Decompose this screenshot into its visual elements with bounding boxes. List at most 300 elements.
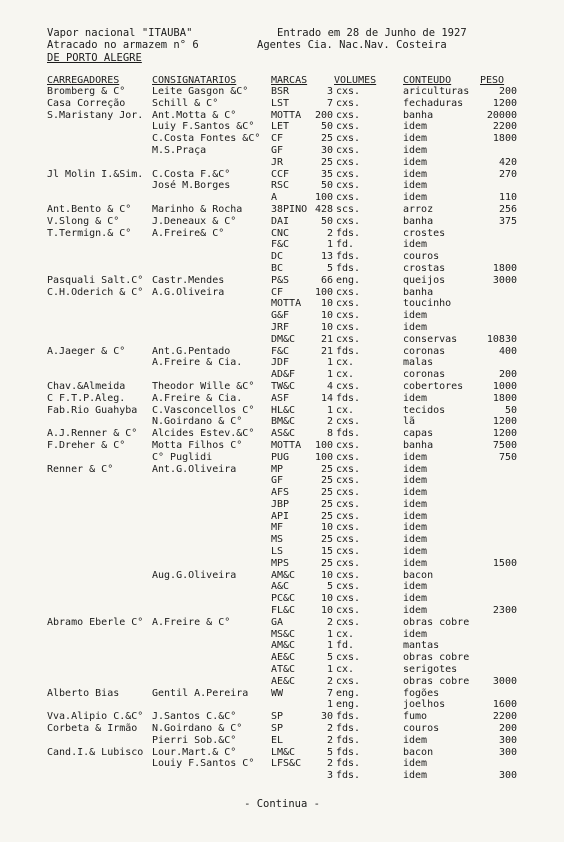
contents-cell: banha [403,109,434,121]
table-row [0,487,564,499]
volume-unit-cell: fds. [336,746,361,758]
volume-count-cell: 21 [320,333,333,345]
volume-count-cell: 1 [326,664,333,676]
mark-cell: HL&C [271,404,296,416]
consignee-cell: A.Freire & Cia. [152,392,243,404]
mark-cell: GF [271,144,284,156]
mark-cell: BC [271,262,284,274]
volume-count-cell: 50 [320,215,333,227]
mark-cell: FL&C [271,605,296,617]
mark-cell: LST [271,97,290,109]
table-row [0,346,564,358]
shipper-cell: S.Maristany Jor. [47,109,144,121]
contents-cell: obras cobre [403,652,470,664]
contents-cell: arroz [403,203,434,215]
shipper-cell: F.Dreher & C° [47,439,126,451]
contents-cell: idem [403,180,428,192]
contents-cell: crostas [403,262,446,274]
mark-cell: MOTTA [271,298,302,310]
volume-unit-cell: cxs. [336,510,361,522]
volume-unit-cell: cx. [336,664,355,676]
volume-unit-cell: eng. [336,274,361,286]
mark-cell: CCF [271,168,290,180]
table-row [0,275,564,287]
volume-count-cell: 1 [326,404,333,416]
volume-count-cell: 25 [320,475,333,487]
mark-cell: BM&C [271,416,296,428]
mark-cell: MS [271,534,284,546]
shipper-cell: T.Termign.& C° [47,227,132,239]
volume-unit-cell: cxs. [336,144,361,156]
consignee-cell: Schill & C° [152,97,219,109]
shipper-cell: Fab.Rio Guahyba [47,404,138,416]
consignee-cell: Theodor Wille &C° [152,380,255,392]
contents-cell: joelhos [403,699,446,711]
table-row [0,452,564,464]
mark-cell: AS&C [271,428,296,440]
contents-cell: idem [403,392,428,404]
volume-unit-cell: fds. [336,262,361,274]
volume-count-cell: 10 [320,522,333,534]
volume-count-cell: 10 [320,310,333,322]
contents-cell: idem [403,510,428,522]
table-row [0,758,564,770]
volume-count-cell: 21 [320,345,333,357]
contents-cell: idem [403,557,428,569]
volume-count-cell: 3 [326,86,333,97]
volume-unit-cell: cxs. [336,380,361,392]
contents-cell: idem [403,770,428,782]
table-row [0,204,564,216]
volume-unit-cell: cxs. [336,451,361,463]
consignee-cell: Louiy F.Santos C° [152,758,255,770]
consignee-cell: Pierri Sob.&C° [152,734,237,746]
volume-unit-cell: cxs. [336,298,361,310]
vessel-name: Vapor nacional "ITAUBA" [47,27,193,39]
consignee-cell: Gentil A.Pereira [152,687,249,699]
volume-count-cell: 15 [320,546,333,558]
column-header-marcas: MARCAS [271,75,308,86]
volume-unit-cell: cxs. [336,109,361,121]
consignee-cell: Alcides Estev.&C° [152,428,255,440]
contents-cell: coronas [403,369,446,381]
table-row [0,640,564,652]
volume-unit-cell: fds. [336,392,361,404]
volume-count-cell: 25 [320,557,333,569]
shipper-cell: Ant.Bento & C° [47,203,132,215]
contents-cell: mantas [403,640,440,652]
table-row [0,617,564,629]
volume-unit-cell: cxs. [336,192,361,204]
mark-cell: RSC [271,180,290,192]
mark-cell: AE&C [271,652,296,664]
mark-cell: CNC [271,227,290,239]
volume-count-cell: 35 [320,168,333,180]
weight-cell: 1000 [492,380,517,392]
weight-cell: 750 [498,451,517,463]
table-row [0,98,564,110]
manifest-table [0,86,564,782]
contents-cell: capas [403,428,434,440]
shipper-cell: A.Jaeger & C° [47,345,126,357]
weight-cell: 375 [498,215,517,227]
table-row [0,251,564,263]
table-row [0,546,564,558]
volume-count-cell: 7 [326,97,333,109]
volume-unit-cell: cxs. [336,593,361,605]
volume-unit-cell: cxs. [336,133,361,145]
table-row [0,228,564,240]
volume-count-cell: 100 [314,192,333,204]
mark-cell: WW [271,687,284,699]
volume-unit-cell: cxs. [336,180,361,192]
contents-cell: lã [403,416,416,428]
table-row [0,688,564,700]
weight-cell: 1200 [492,97,517,109]
volume-unit-cell: cxs. [336,487,361,499]
mark-cell: LET [271,121,290,133]
volume-unit-cell: cxs. [336,498,361,510]
volume-unit-cell: fds. [336,711,361,723]
mark-cell: SP [271,723,284,735]
table-row [0,522,564,534]
weight-cell: 300 [498,746,517,758]
weight-cell: 2200 [492,711,517,723]
table-row [0,310,564,322]
table-row [0,393,564,405]
volume-count-cell: 10 [320,321,333,333]
weight-cell: 20000 [486,109,517,121]
table-row [0,511,564,523]
table-row [0,723,564,735]
berth-info: Atracado no armazem n° 6 [47,39,199,51]
volume-count-cell: 13 [320,251,333,263]
consignee-cell: Ant.Motta & C° [152,109,237,121]
volume-unit-cell: fds. [336,734,361,746]
table-row [0,322,564,334]
consignee-cell: A.G.Oliveira [152,286,225,298]
consignee-cell: A.Freire & Cia. [152,357,243,369]
volume-unit-cell: cxs. [336,310,361,322]
mark-cell: AFS [271,487,290,499]
table-row [0,676,564,688]
volume-count-cell: 7 [326,687,333,699]
weight-cell: 1500 [492,557,517,569]
volume-unit-cell: cxs. [336,652,361,664]
table-row [0,381,564,393]
weight-cell: 7500 [492,439,517,451]
volume-unit-cell: cxs. [336,534,361,546]
mark-cell: F&C [271,239,290,251]
contents-cell: couros [403,723,440,735]
consignee-cell: A.Freire & C° [152,616,231,628]
contents-cell: idem [403,734,428,746]
mark-cell: A&C [271,581,290,593]
volume-unit-cell: cx. [336,404,355,416]
table-row [0,464,564,476]
volume-count-cell: 2 [326,734,333,746]
mark-cell: CF [271,286,284,298]
consignee-cell: Luiy F.Santos &C° [152,121,255,133]
consignee-cell: J.Deneaux & C° [152,215,237,227]
mark-cell: PC&C [271,593,296,605]
mark-cell: BSR [271,86,290,97]
volume-count-cell: 1 [326,357,333,369]
shipper-cell: V.Slong & C° [47,215,120,227]
column-header-conteudo: CONTEUDO [403,75,452,86]
shipper-cell: A.J.Renner & C° [47,428,138,440]
contents-cell: obras cobre [403,616,470,628]
mark-cell: EL [271,734,284,746]
volume-count-cell: 1 [326,699,333,711]
consignee-cell: C.Costa Fontes &C° [152,133,261,145]
shipper-cell: C.H.Oderich & C° [47,286,144,298]
volume-count-cell: 2 [326,616,333,628]
volume-count-cell: 8 [326,428,333,440]
weight-cell: 1800 [492,133,517,145]
weight-cell: 1800 [492,392,517,404]
weight-cell: 1600 [492,699,517,711]
table-row [0,121,564,133]
table-row [0,581,564,593]
volume-count-cell: 2 [326,416,333,428]
contents-cell: idem [403,581,428,593]
volume-unit-cell: fds. [336,428,361,440]
mark-cell: AD&F [271,369,296,381]
contents-cell: idem [403,522,428,534]
table-row [0,192,564,204]
volume-unit-cell: cxs. [336,675,361,687]
volume-count-cell: 100 [314,451,333,463]
mark-cell: DAI [271,215,290,227]
contents-cell: bacon [403,746,434,758]
contents-cell: malas [403,357,434,369]
weight-cell: 420 [498,156,517,168]
volume-unit-cell: cxs. [336,557,361,569]
table-row [0,298,564,310]
contents-cell: serigotes [403,664,458,676]
volume-count-cell: 2 [326,675,333,687]
mark-cell: MOTTA [271,439,302,451]
volume-unit-cell: cxs. [336,286,361,298]
mark-cell: AT&C [271,664,296,676]
volume-unit-cell: cxs. [336,156,361,168]
consignee-cell: Ant.G.Pentado [152,345,231,357]
table-row [0,180,564,192]
mark-cell: F&C [271,345,290,357]
weight-cell: 2300 [492,605,517,617]
mark-cell: LS [271,546,284,558]
volume-count-cell: 10 [320,298,333,310]
shipper-cell: Bromberg & C° [47,86,126,97]
mark-cell: MOTTA [271,109,302,121]
column-header-consignatarios: CONSIGNATARIOS [152,75,237,86]
consignee-cell: José M.Borges [152,180,231,192]
consignee-cell: J.Santos C.&C° [152,711,237,723]
contents-cell: idem [403,475,428,487]
agents-info: Agentes Cia. Nac.Nav. Costeira [257,39,447,51]
contents-cell: idem [403,593,428,605]
contents-cell: idem [403,168,428,180]
consignee-cell: A.Freire& C° [152,227,225,239]
volume-unit-cell: scs. [336,203,361,215]
volume-unit-cell: fds. [336,227,361,239]
volume-count-cell: 1 [326,239,333,251]
volume-unit-cell: fd. [336,640,355,652]
contents-cell: obras cobre [403,675,470,687]
volume-count-cell: 200 [314,109,333,121]
volume-unit-cell: fds. [336,345,361,357]
contents-cell: idem [403,534,428,546]
mark-cell: TW&C [271,380,296,392]
contents-cell: conservas [403,333,458,345]
weight-cell: 300 [498,734,517,746]
volume-unit-cell: fds. [336,251,361,263]
volume-count-cell: 3 [326,770,333,782]
contents-cell: banha [403,286,434,298]
volume-unit-cell: cxs. [336,97,361,109]
table-row [0,416,564,428]
origin-port: DE PORTO ALEGRE [47,52,142,64]
mark-cell: AM&C [271,569,296,581]
volume-count-cell: 25 [320,534,333,546]
table-row [0,133,564,145]
table-row [0,110,564,122]
volume-unit-cell: cxs. [336,215,361,227]
volume-count-cell: 1 [326,640,333,652]
consignee-cell: C.Costa F.&C° [152,168,231,180]
volume-count-cell: 25 [320,487,333,499]
consignee-cell: N.Goirdano & C° [152,416,243,428]
table-row [0,169,564,181]
table-row [0,239,564,251]
contents-cell: idem [403,121,428,133]
table-row [0,664,564,676]
volume-count-cell: 50 [320,180,333,192]
volume-unit-cell: cxs. [336,321,361,333]
volume-unit-cell: cxs. [336,333,361,345]
volume-unit-cell: cxs. [336,569,361,581]
volume-unit-cell: cxs. [336,475,361,487]
volume-unit-cell: cxs. [336,86,361,97]
volume-unit-cell: cxs. [336,546,361,558]
volume-count-cell: 100 [314,286,333,298]
column-header-carregadores: CARREGADORES [47,75,120,86]
weight-cell: 270 [498,168,517,180]
shipper-cell: Casa Correção [47,97,126,109]
volume-count-cell: 2 [326,227,333,239]
volume-count-cell: 4 [326,380,333,392]
volume-count-cell: 428 [314,203,333,215]
table-row [0,287,564,299]
volume-count-cell: 5 [326,652,333,664]
volume-count-cell: 5 [326,581,333,593]
volume-count-cell: 30 [320,711,333,723]
volume-count-cell: 50 [320,121,333,133]
volume-unit-cell: fds. [336,723,361,735]
volume-count-cell: 5 [326,262,333,274]
mark-cell: MF [271,522,284,534]
mark-cell: DM&C [271,333,296,345]
mark-cell: GF [271,475,284,487]
shipper-cell: C F.T.P.Aleg. [47,392,126,404]
contents-cell: idem [403,192,428,204]
consignee-cell: Marinho & Rocha [152,203,243,215]
volume-count-cell: 14 [320,392,333,404]
consignee-cell: M.S.Praça [152,144,207,156]
arrival-date: Entrado em 28 de Junho de 1927 [277,27,467,39]
volume-unit-cell: cxs. [336,439,361,451]
table-row [0,629,564,641]
contents-cell: idem [403,498,428,510]
column-header-volumes: VOLUMES [334,75,377,86]
contents-cell: fumo [403,711,428,723]
table-row [0,593,564,605]
volume-unit-cell: cxs. [336,616,361,628]
volume-unit-cell: eng. [336,699,361,711]
consignee-cell: Leite Gasgon &C° [152,86,249,97]
mark-cell: JR [271,156,284,168]
contents-cell: idem [403,133,428,145]
table-row [0,534,564,546]
contents-cell: idem [403,239,428,251]
table-row [0,652,564,664]
contents-cell: fogões [403,687,440,699]
shipper-cell: Chav.&Almeida [47,380,126,392]
mark-cell: P&S [271,274,290,286]
mark-cell: DC [271,251,284,263]
shipper-cell: Alberto Bias [47,687,120,699]
weight-cell: 110 [498,192,517,204]
mark-cell: 38PINO [271,203,308,215]
table-row [0,475,564,487]
mark-cell: MS&C [271,628,296,640]
shipper-cell: Cand.I.& Lubisco [47,746,144,758]
weight-cell: 200 [498,723,517,735]
table-row [0,770,564,782]
contents-cell: idem [403,758,428,770]
volume-unit-cell: cxs. [336,168,361,180]
mark-cell: A [271,192,278,204]
contents-cell: tecidos [403,404,446,416]
table-row [0,558,564,570]
weight-cell: 200 [498,86,517,97]
table-row [0,405,564,417]
mark-cell: CF [271,133,284,145]
weight-cell: 300 [498,770,517,782]
weight-cell: 50 [504,404,517,416]
mark-cell: LFS&C [271,758,302,770]
table-row [0,735,564,747]
mark-cell: AM&C [271,640,296,652]
contents-cell: idem [403,546,428,558]
mark-cell: G&F [271,310,290,322]
volume-count-cell: 100 [314,439,333,451]
table-row [0,711,564,723]
contents-cell: idem [403,451,428,463]
contents-cell: idem [403,605,428,617]
mark-cell: MPS [271,557,290,569]
contents-cell: idem [403,628,428,640]
volume-count-cell: 30 [320,144,333,156]
volume-unit-cell: cxs. [336,121,361,133]
volume-count-cell: 2 [326,723,333,735]
shipper-cell: Renner & C° [47,463,114,475]
contents-cell: cobertores [403,380,464,392]
table-row [0,334,564,346]
volume-unit-cell: cx. [336,628,355,640]
shipper-cell: Vva.Alipio C.&C° [47,711,144,723]
